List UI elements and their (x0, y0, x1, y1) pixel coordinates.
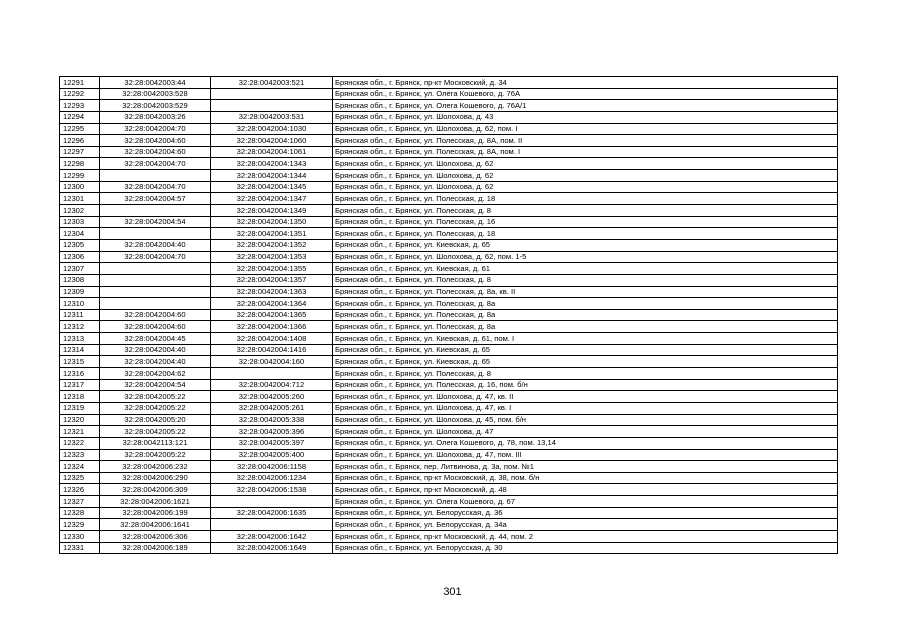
cadastral-number-cell: 32:28:0042005:22 (100, 426, 211, 438)
cadastral-number-cell (100, 170, 211, 182)
object-number-cell: 32:28:0042004:1343 (211, 158, 333, 170)
address-cell: Брянская обл., г. Брянск, ул. Полесская, д. 8а (333, 309, 838, 321)
object-number-cell: 32:28:0042004:1060 (211, 135, 333, 147)
cadastral-number-cell: 32:28:0042004:70 (100, 158, 211, 170)
cadastral-number-cell (100, 298, 211, 310)
address-cell: Брянская обл., г. Брянск, ул. Олега Кошевого, д. 67 (333, 496, 838, 508)
row-number-cell: 12314 (60, 344, 100, 356)
cadastral-number-cell: 32:28:0042006:1621 (100, 496, 211, 508)
cadastral-number-cell (100, 205, 211, 217)
object-number-cell: 32:28:0042004:1408 (211, 333, 333, 345)
cadastral-number-cell: 32:28:0042003:44 (100, 77, 211, 89)
table-row (60, 519, 838, 531)
row-number-cell: 12327 (60, 496, 100, 508)
row-number-cell: 12313 (60, 333, 100, 345)
table-row (60, 461, 838, 473)
address-cell: Брянская обл., г. Брянск, ул. Полесская, д. 8 (333, 205, 838, 217)
cadastral-number-cell: 32:28:0042004:60 (100, 321, 211, 333)
address-cell: Брянская обл., г. Брянск, ул. Киевская, д. 65 (333, 356, 838, 368)
table-row (60, 205, 838, 217)
table-row (60, 263, 838, 275)
cadastral-number-cell: 32:28:0042004:57 (100, 193, 211, 205)
object-number-cell: 32:28:0042004:712 (211, 379, 333, 391)
cadastral-number-cell: 32:28:0042005:22 (100, 391, 211, 403)
table-row (60, 507, 838, 519)
row-number-cell: 12305 (60, 239, 100, 251)
row-number-cell: 12321 (60, 426, 100, 438)
object-number-cell: 32:28:0042004:1353 (211, 251, 333, 263)
table-row (60, 484, 838, 496)
object-number-cell: 32:28:0042004:1351 (211, 228, 333, 240)
row-number-cell: 12295 (60, 123, 100, 135)
object-number-cell (211, 100, 333, 112)
table-row (60, 472, 838, 484)
table-row (60, 239, 838, 251)
table-row (60, 158, 838, 170)
table-row (60, 286, 838, 298)
object-number-cell: 32:28:0042006:1158 (211, 461, 333, 473)
object-number-cell (211, 368, 333, 380)
cadastral-number-cell: 32:28:0042004:62 (100, 368, 211, 380)
table-row (60, 379, 838, 391)
cadastral-number-cell: 32:28:0042004:40 (100, 344, 211, 356)
row-number-cell: 12308 (60, 274, 100, 286)
object-number-cell: 32:28:0042004:1365 (211, 309, 333, 321)
object-number-cell: 32:28:0042005:260 (211, 391, 333, 403)
address-cell: Брянская обл., г. Брянск, ул. Киевская, д. 61, пом. I (333, 333, 838, 345)
address-cell: Брянская обл., г. Брянск, ул. Белорусская, д. 36 (333, 507, 838, 519)
address-cell: Брянская обл., г. Брянск, ул. Шолохова, д. 62 (333, 170, 838, 182)
row-number-cell: 12302 (60, 205, 100, 217)
object-number-cell: 32:28:0042004:1416 (211, 344, 333, 356)
table-row (60, 100, 838, 112)
object-number-cell: 32:28:0042006:1642 (211, 530, 333, 542)
cadastral-number-cell: 32:28:0042004:60 (100, 135, 211, 147)
table-row (60, 111, 838, 123)
object-number-cell: 32:28:0042006:1538 (211, 484, 333, 496)
row-number-cell: 12315 (60, 356, 100, 368)
cadastral-number-cell (100, 228, 211, 240)
address-cell: Брянская обл., г. Брянск, ул. Шолохова, д. 62, пом. 1-5 (333, 251, 838, 263)
cadastral-number-cell (100, 286, 211, 298)
cadastral-number-cell: 32:28:0042004:54 (100, 216, 211, 228)
address-cell: Брянская обл., г. Брянск, ул. Полесская, д. 8 (333, 274, 838, 286)
cadastral-number-cell: 32:28:0042003:529 (100, 100, 211, 112)
row-number-cell: 12309 (60, 286, 100, 298)
object-number-cell: 32:28:0042004:1364 (211, 298, 333, 310)
table-row (60, 88, 838, 100)
object-number-cell: 32:28:0042003:521 (211, 77, 333, 89)
object-number-cell: 32:28:0042004:1352 (211, 239, 333, 251)
cadastral-number-cell (100, 274, 211, 286)
row-number-cell: 12292 (60, 88, 100, 100)
row-number-cell: 12318 (60, 391, 100, 403)
address-cell: Брянская обл., г. Брянск, ул. Шолохова, д. 47, кв. II (333, 391, 838, 403)
address-cell: Брянская обл., г. Брянск, ул. Шолохова, д. 45, пом. б/н (333, 414, 838, 426)
table-row (60, 193, 838, 205)
address-cell: Брянская обл., г. Брянск, ул. Шолохова, д. 47, пом. III (333, 449, 838, 461)
row-number-cell: 12310 (60, 298, 100, 310)
cadastral-number-cell: 32:28:0042006:1641 (100, 519, 211, 531)
row-number-cell: 12293 (60, 100, 100, 112)
row-number-cell: 12297 (60, 146, 100, 158)
table-row (60, 123, 838, 135)
page-number: 301 (443, 586, 462, 598)
cadastral-number-cell: 32:28:0042003:26 (100, 111, 211, 123)
table-row (60, 216, 838, 228)
cadastral-number-cell: 32:28:0042004:40 (100, 356, 211, 368)
cadastral-number-cell: 32:28:0042006:189 (100, 542, 211, 554)
table-row (60, 146, 838, 158)
row-number-cell: 12303 (60, 216, 100, 228)
row-number-cell: 12325 (60, 472, 100, 484)
table-row (60, 402, 838, 414)
table-row (60, 181, 838, 193)
object-number-cell: 32:28:0042006:1635 (211, 507, 333, 519)
object-number-cell: 32:28:0042004:1345 (211, 181, 333, 193)
table-row (60, 274, 838, 286)
address-cell: Брянская обл., г. Брянск, ул. Олега Кошевого, д. 76А (333, 88, 838, 100)
object-number-cell: 32:28:0042005:397 (211, 437, 333, 449)
object-number-cell: 32:28:0042004:1357 (211, 274, 333, 286)
object-number-cell: 32:28:0042004:1061 (211, 146, 333, 158)
object-number-cell: 32:28:0042006:1649 (211, 542, 333, 554)
table-row (60, 496, 838, 508)
address-cell: Брянская обл., г. Брянск, ул. Шолохова, д. 43 (333, 111, 838, 123)
cadastral-number-cell: 32:28:0042004:45 (100, 333, 211, 345)
row-number-cell: 12312 (60, 321, 100, 333)
address-cell: Брянская обл., г. Брянск, ул. Полесская, д. 8 (333, 368, 838, 380)
row-number-cell: 12319 (60, 402, 100, 414)
cadastral-number-cell: 32:28:0042006:232 (100, 461, 211, 473)
address-cell: Брянская обл., г. Брянск, ул. Полесская, д. 16, пом. б/н (333, 379, 838, 391)
table-row (60, 437, 838, 449)
cadastral-number-cell: 32:28:0042005:22 (100, 402, 211, 414)
address-cell: Брянская обл., г. Брянск, ул. Олега Кошевого, д. 76А/1 (333, 100, 838, 112)
cadastral-number-cell: 32:28:0042005:22 (100, 449, 211, 461)
address-cell: Брянская обл., г. Брянск, ул. Полесская, д. 18 (333, 193, 838, 205)
row-number-cell: 12306 (60, 251, 100, 263)
address-cell: Брянская обл., г. Брянск, ул. Киевская, д. 65 (333, 344, 838, 356)
table-row (60, 530, 838, 542)
object-number-cell: 32:28:0042004:1363 (211, 286, 333, 298)
object-number-cell: 32:28:0042004:160 (211, 356, 333, 368)
object-number-cell: 32:28:0042004:1366 (211, 321, 333, 333)
cadastral-number-cell: 32:28:0042004:60 (100, 309, 211, 321)
table-row (60, 449, 838, 461)
table-row (60, 542, 838, 554)
object-number-cell: 32:28:0042004:1349 (211, 205, 333, 217)
object-number-cell (211, 519, 333, 531)
cadastral-number-cell: 32:28:0042004:54 (100, 379, 211, 391)
object-number-cell: 32:28:0042004:1344 (211, 170, 333, 182)
table-row (60, 414, 838, 426)
row-number-cell: 12330 (60, 530, 100, 542)
row-number-cell: 12323 (60, 449, 100, 461)
cadastral-number-cell: 32:28:0042004:60 (100, 146, 211, 158)
address-cell: Брянская обл., г. Брянск, ул. Шолохова, д. 62 (333, 158, 838, 170)
table-row (60, 426, 838, 438)
registry-table-body (60, 77, 838, 554)
cadastral-number-cell: 32:28:0042113:121 (100, 437, 211, 449)
table-row (60, 368, 838, 380)
cadastral-number-cell: 32:28:0042004:40 (100, 239, 211, 251)
row-number-cell: 12294 (60, 111, 100, 123)
object-number-cell: 32:28:0042004:1355 (211, 263, 333, 275)
cadastral-number-cell: 32:28:0042006:290 (100, 472, 211, 484)
registry-table (59, 76, 838, 554)
cadastral-number-cell: 32:28:0042006:309 (100, 484, 211, 496)
object-number-cell (211, 88, 333, 100)
object-number-cell: 32:28:0042005:261 (211, 402, 333, 414)
address-cell: Брянская обл., г. Брянск, ул. Белорусская, д. 34а (333, 519, 838, 531)
object-number-cell: 32:28:0042005:400 (211, 449, 333, 461)
object-number-cell: 32:28:0042004:1347 (211, 193, 333, 205)
object-number-cell: 32:28:0042004:1350 (211, 216, 333, 228)
address-cell: Брянская обл., г. Брянск, ул. Киевская, д. 65 (333, 239, 838, 251)
address-cell: Брянская обл., г. Брянск, ул. Полесская, д. 8а (333, 321, 838, 333)
table-row (60, 77, 838, 89)
address-cell: Брянская обл., г. Брянск, ул. Полесская, д. 8А, пом. II (333, 135, 838, 147)
object-number-cell (211, 496, 333, 508)
address-cell: Брянская обл., г. Брянск, ул. Полесская, д. 8а, кв. II (333, 286, 838, 298)
table-row (60, 356, 838, 368)
address-cell: Брянская обл., г. Брянск, ул. Полесская, д. 16 (333, 216, 838, 228)
row-number-cell: 12296 (60, 135, 100, 147)
table-row (60, 333, 838, 345)
address-cell: Брянская обл., г. Брянск, пр-кт Московский, д. 44, пом. 2 (333, 530, 838, 542)
row-number-cell: 12301 (60, 193, 100, 205)
address-cell: Брянская обл., г. Брянск, ул. Полесская, д. 8а (333, 298, 838, 310)
address-cell: Брянская обл., г. Брянск, пр-кт Московский, д. 38, пом. б/н (333, 472, 838, 484)
row-number-cell: 12331 (60, 542, 100, 554)
address-cell: Брянская обл., г. Брянск, ул. Шолохова, д. 62 (333, 181, 838, 193)
address-cell: Брянская обл., г. Брянск, ул. Шолохова, д. 62, пом. I (333, 123, 838, 135)
table-row (60, 321, 838, 333)
table-row (60, 344, 838, 356)
cadastral-number-cell: 32:28:0042003:528 (100, 88, 211, 100)
object-number-cell: 32:28:0042004:1030 (211, 123, 333, 135)
object-number-cell: 32:28:0042005:338 (211, 414, 333, 426)
object-number-cell: 32:28:0042005:396 (211, 426, 333, 438)
address-cell: Брянская обл., г. Брянск, пер. Литвинова, д. 3а, пом. №1 (333, 461, 838, 473)
cadastral-number-cell: 32:28:0042004:70 (100, 251, 211, 263)
address-cell: Брянская обл., г. Брянск, ул. Белорусская, д. 30 (333, 542, 838, 554)
table-row (60, 135, 838, 147)
row-number-cell: 12291 (60, 77, 100, 89)
address-cell: Брянская обл., г. Брянск, ул. Олега Кошевого, д. 78, пом. 13,14 (333, 437, 838, 449)
table-row (60, 298, 838, 310)
table-row (60, 309, 838, 321)
cadastral-number-cell: 32:28:0042006:306 (100, 530, 211, 542)
row-number-cell: 12326 (60, 484, 100, 496)
address-cell: Брянская обл., г. Брянск, пр-кт Московский, д. 34 (333, 77, 838, 89)
row-number-cell: 12300 (60, 181, 100, 193)
row-number-cell: 12299 (60, 170, 100, 182)
table-row (60, 391, 838, 403)
row-number-cell: 12311 (60, 309, 100, 321)
cadastral-number-cell: 32:28:0042006:199 (100, 507, 211, 519)
address-cell: Брянская обл., г. Брянск, ул. Шолохова, д. 47, кв. I (333, 402, 838, 414)
object-number-cell: 32:28:0042006:1234 (211, 472, 333, 484)
row-number-cell: 12320 (60, 414, 100, 426)
row-number-cell: 12298 (60, 158, 100, 170)
row-number-cell: 12316 (60, 368, 100, 380)
address-cell: Брянская обл., г. Брянск, ул. Шолохова, д. 47 (333, 426, 838, 438)
address-cell: Брянская обл., г. Брянск, ул. Киевская, д. 61 (333, 263, 838, 275)
address-cell: Брянская обл., г. Брянск, ул. Полесская, д. 8А, пом. I (333, 146, 838, 158)
object-number-cell: 32:28:0042003:531 (211, 111, 333, 123)
row-number-cell: 12322 (60, 437, 100, 449)
cadastral-number-cell: 32:28:0042005:20 (100, 414, 211, 426)
table-row (60, 170, 838, 182)
address-cell: Брянская обл., г. Брянск, ул. Полесская, д. 18 (333, 228, 838, 240)
row-number-cell: 12328 (60, 507, 100, 519)
cadastral-number-cell: 32:28:0042004:70 (100, 181, 211, 193)
cadastral-number-cell: 32:28:0042004:70 (100, 123, 211, 135)
row-number-cell: 12304 (60, 228, 100, 240)
row-number-cell: 12324 (60, 461, 100, 473)
table-row (60, 251, 838, 263)
address-cell: Брянская обл., г. Брянск, пр-кт Московский, д. 48 (333, 484, 838, 496)
row-number-cell: 12307 (60, 263, 100, 275)
row-number-cell: 12317 (60, 379, 100, 391)
table-row (60, 228, 838, 240)
cadastral-number-cell (100, 263, 211, 275)
row-number-cell: 12329 (60, 519, 100, 531)
